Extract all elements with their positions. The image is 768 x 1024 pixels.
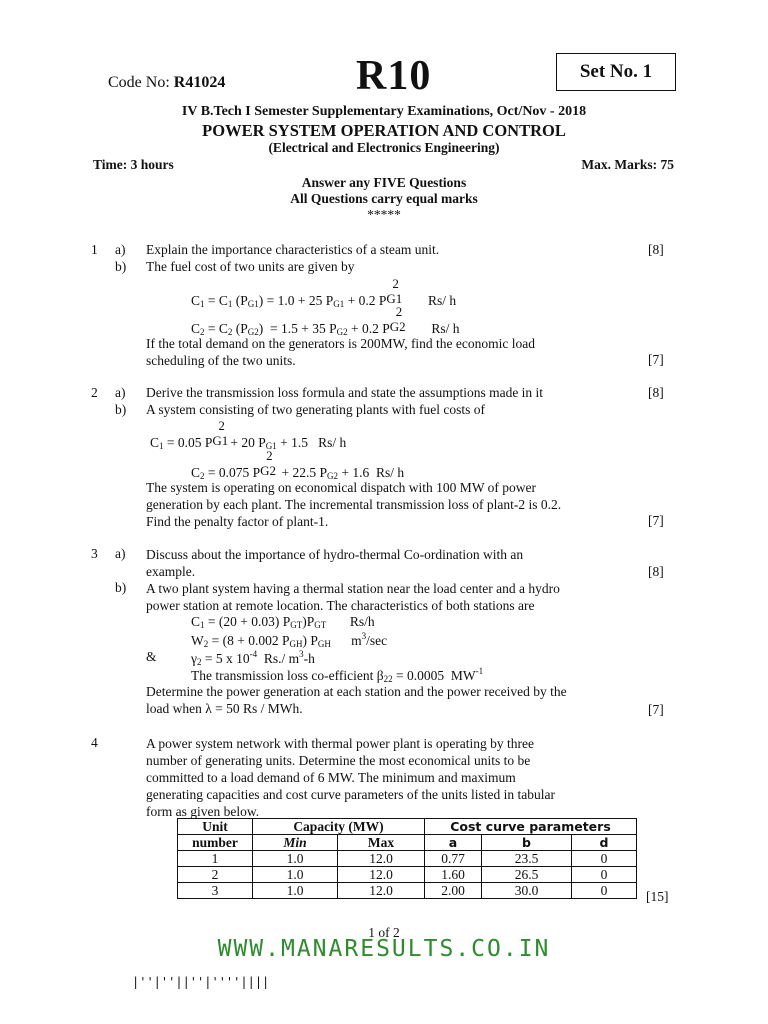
cell-a: 1.60 [425, 867, 482, 883]
table-row [178, 883, 637, 899]
subject-title: POWER SYSTEM OPERATION AND CONTROL [202, 121, 566, 140]
marks: [8] [648, 564, 664, 579]
code-number: Code No: R41024 [108, 74, 226, 91]
page-number: 1 of 2 [368, 925, 400, 940]
equation-gamma: $\gamma_2 = 5$ x $10^{-4}$ Rs./ $m^3-h$ [191, 649, 315, 667]
header-d: d [572, 835, 637, 851]
marks: [8] [648, 385, 664, 400]
part-label: b) [115, 259, 127, 274]
cell-min: 1.0 [253, 867, 338, 883]
question-text: Explain the importance characteristics of a steam unit. [146, 242, 440, 257]
question-paragraph: A power system network with thermal power plant is operating by three number of generating units. Determine the most economical units to be committed to a load demand of 6 MW. The minimum and maximum generating capacities and cost curve parameters of the units listed in tabular form as given below. [146, 736, 555, 819]
part-label: a) [115, 385, 126, 400]
max-marks: Max. Marks: 75 [581, 157, 674, 172]
question-paragraph: If the total demand on the generators is 200MW, find the economic load scheduling of the two units. [146, 336, 536, 368]
question-paragraph: A two plant system having a thermal station near the load center and a hydro power station at remote location. The characteristics of both stations are [146, 581, 560, 613]
cell-unit: 1 [178, 851, 253, 867]
part-label: b) [115, 580, 127, 595]
header-max: Max [338, 835, 425, 851]
branch: (Electrical and Electronics Engineering) [268, 140, 500, 155]
question-paragraph: The system is operating on economical dispatch with 100 MW of power generation by each plant. The incremental transmission loss of plant-2 is 0.2. Find the penalty factor of plant-1. [146, 480, 562, 529]
set-number-box: Set No. 1 [556, 53, 676, 91]
cell-d: 0 [572, 851, 637, 867]
cell-a: 2.00 [425, 883, 482, 899]
cell-max: 12.0 [338, 851, 425, 867]
cell-d: 0 [572, 883, 637, 899]
marks: [7] [648, 702, 664, 717]
equation-loss-coefficient: The transmission loss co-efficient $\beta_{22} = 0.0005$ $MW^{-1}$ [191, 666, 484, 684]
equation-c2: $C_2 = 0.075$ P 2 G2 + 22.5 $P_{G2} + 1.6$ Rs/ h [191, 448, 405, 481]
part-label: a) [115, 546, 126, 561]
equation-c1: $C_1 = 0.05$ P 2 G1 + 20 $P_{G1} + 1.5$ Rs/ h [150, 418, 347, 451]
cell-b: 23.5 [482, 851, 572, 867]
cell-min: 1.0 [253, 883, 338, 899]
instruction-2: All Questions carry equal marks [290, 191, 478, 206]
exam-line: IV B.Tech I Semester Supplementary Examinations, Oct/Nov - 2018 [181, 104, 587, 119]
cell-min: 1.0 [253, 851, 338, 867]
table-row [178, 867, 637, 883]
header-min: Min [253, 835, 338, 851]
ampersand: & [146, 649, 157, 664]
exam-time: Time: 3 hours [93, 157, 174, 172]
question-text: Derive the transmission loss formula and state the assumptions made in it [146, 385, 544, 400]
header-cost-parameters: Cost curve parameters [425, 819, 637, 835]
cell-d: 0 [572, 867, 637, 883]
cell-unit: 2 [178, 867, 253, 883]
table-row [178, 851, 637, 867]
instruction-1: Answer any FIVE Questions [301, 175, 467, 190]
question-number: 3 [91, 546, 98, 561]
cell-max: 12.0 [338, 867, 425, 883]
header-unit: Unit [178, 819, 253, 835]
header-b: b [482, 835, 572, 851]
equation-c1: $C_1 = (20 + 0.03)$ $P_{GT})P_{GT}$ Rs/h [191, 614, 375, 630]
equation-c1: $C_1 = C_1$ $(P_{G1}) = 1.0 + 25$ $P_{G1} + 0.2$ P 2 G1 Rs/ h [191, 276, 457, 309]
question-text: The fuel cost of two units are given by [146, 259, 355, 274]
separator-stars: ***** [367, 207, 401, 222]
marks: [15] [646, 889, 669, 904]
question-paragraph: Discuss about the importance of hydro-thermal Co-ordination with an example. [146, 547, 524, 579]
header-a: a [425, 835, 482, 851]
cell-b: 26.5 [482, 867, 572, 883]
marks: [8] [648, 242, 664, 257]
question-text: A system consisting of two generating plants with fuel costs of [146, 402, 485, 417]
question-paragraph: Determine the power generation at each station and the power received by the load when λ = 50 Rs / MWh. [146, 684, 567, 716]
marks: [7] [648, 352, 664, 367]
equation-w2: $W_2 = (8 + 0.002$ $P_{GH}$) $P_{GH}$ $m^3/\sec$ [191, 631, 388, 649]
cell-unit: 3 [178, 883, 253, 899]
marks: [7] [648, 513, 664, 528]
barcode-text: |''|''||''|''''|||| [132, 975, 270, 989]
cell-b: 30.0 [482, 883, 572, 899]
regulation-label: R10 [356, 53, 432, 99]
cell-max: 12.0 [338, 883, 425, 899]
header-unit-number: number [178, 835, 253, 851]
watermark: WWW.MANARESULTS.CO.IN [217, 936, 551, 962]
part-label: a) [115, 242, 126, 257]
question-number: 2 [91, 385, 98, 400]
cell-a: 0.77 [425, 851, 482, 867]
part-label: b) [115, 402, 127, 417]
question-number: 1 [91, 242, 98, 257]
header-capacity: Capacity (MW) [253, 819, 425, 835]
equation-c2: $C_2 = C_2$ $(P_{G2}) = 1.5 + 35$ $P_{G2} + 0.2$ P 2 G2 Rs/ h [191, 304, 460, 337]
question-number: 4 [91, 735, 98, 750]
unit-parameters-table [177, 818, 637, 899]
